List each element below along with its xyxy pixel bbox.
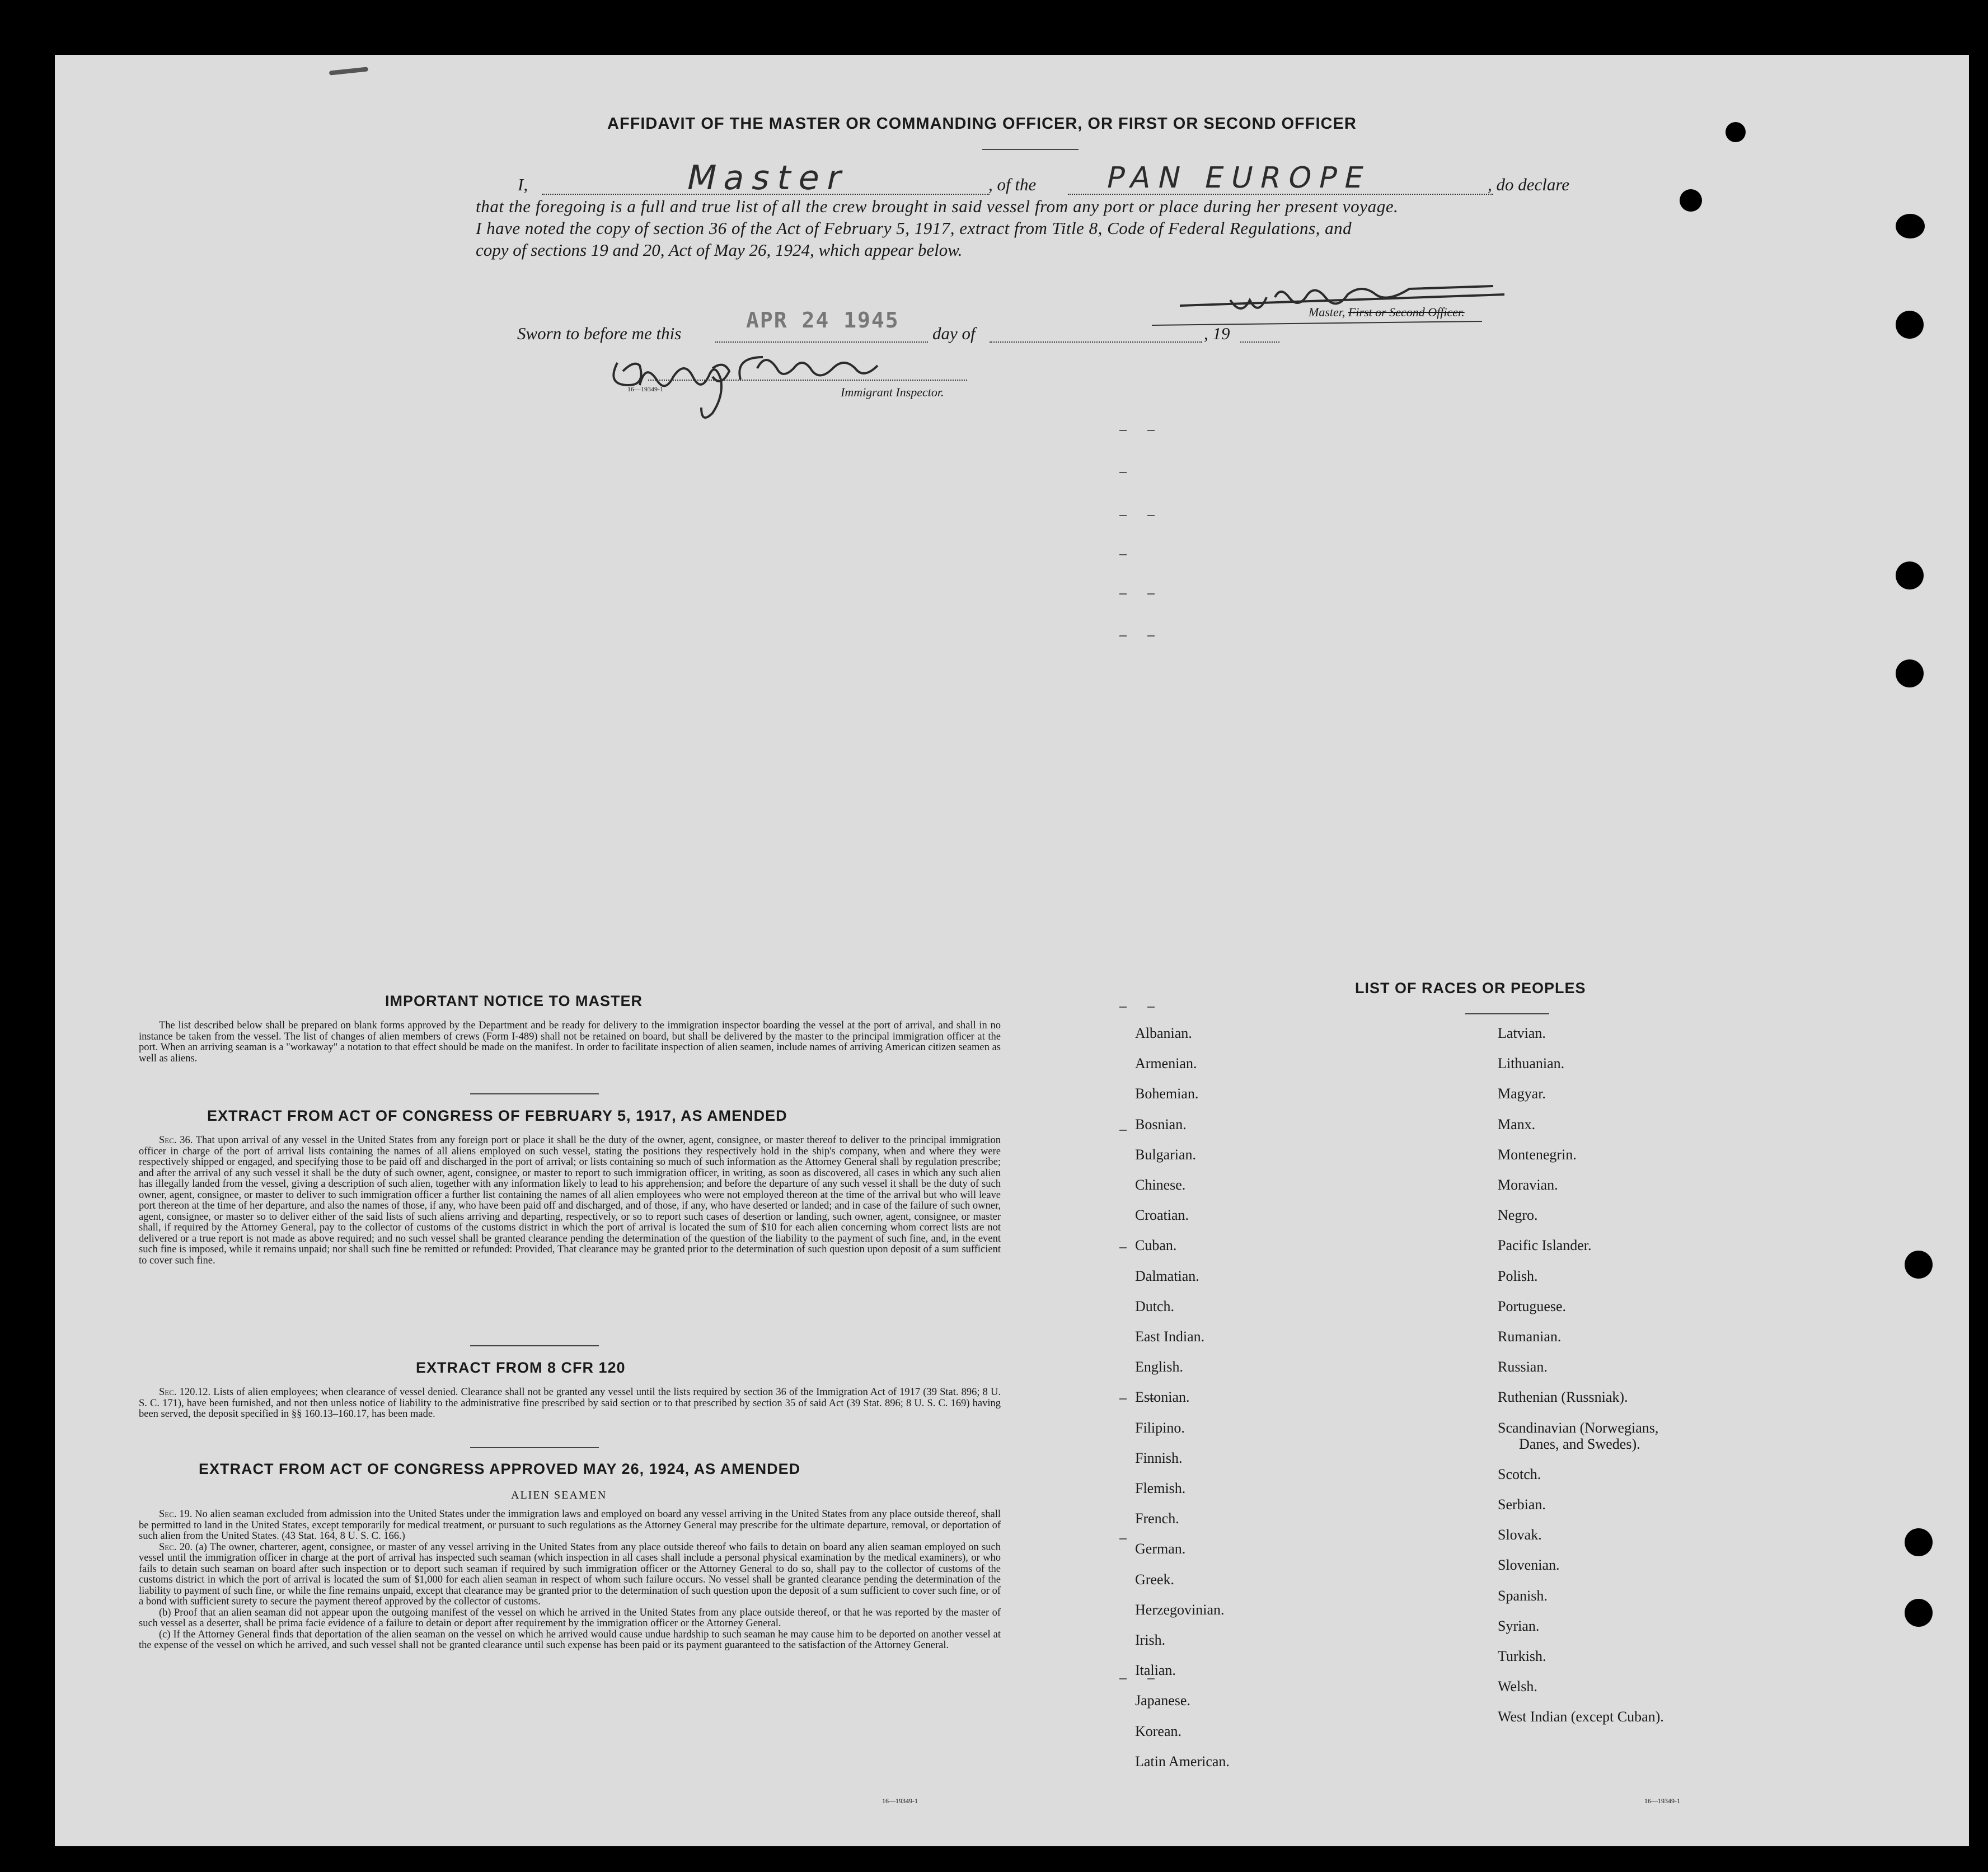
race-item: Bulgarian.	[1135, 1146, 1197, 1163]
race-item: Greek.	[1135, 1571, 1175, 1588]
affidavit-of-the: , of the	[988, 175, 1037, 194]
race-item: Finnish.	[1135, 1449, 1183, 1466]
punch-hole	[1896, 659, 1924, 687]
inspector-line	[648, 380, 967, 381]
race-item: Korean.	[1135, 1723, 1182, 1739]
inspector-caption: Immigrant Inspector.	[841, 385, 944, 399]
affidavit-i: I,	[518, 175, 528, 194]
race-item: Moravian.	[1498, 1177, 1558, 1193]
race-item: Ruthenian (Russniak).	[1498, 1389, 1628, 1406]
sec-19-text: No alien seaman excluded from admission into the United States under the immigration laws and employed on board any vessel arriving in the United States from any place outside thereof, shall be permitted to land in the United States, except temporarily for medical treatment, or pursuant to such regulations as the Attorney General may prescribe for the ultimate departure, removal, or deportation of such alien from the United States. (43 Stat. 164, 8 U. S. C. 166.)	[139, 1509, 1001, 1542]
race-item: Magyar.	[1498, 1085, 1546, 1102]
column-tick	[1119, 1398, 1127, 1400]
sec-120-label: Sec. 120.12.	[159, 1387, 211, 1398]
race-item: Serbian.	[1498, 1496, 1546, 1513]
punch-hole	[1896, 561, 1924, 589]
extract-1917-body	[139, 1135, 1001, 1266]
race-item: Montenegrin.	[1498, 1146, 1577, 1163]
race-item: Filipino.	[1135, 1419, 1185, 1436]
punch-hole	[1905, 1528, 1933, 1556]
race-item: Lithuanian.	[1498, 1055, 1565, 1072]
race-item: Croatian.	[1135, 1207, 1189, 1224]
column-tick	[1119, 1538, 1127, 1539]
affidavit-form-number: 16—19349-1	[627, 385, 663, 393]
column-tick	[1147, 635, 1155, 637]
sec-20-label: Sec. 20.	[159, 1541, 193, 1553]
race-item: Herzegovinian.	[1135, 1601, 1225, 1618]
race-item: Syrian.	[1498, 1617, 1540, 1634]
race-item: Manx.	[1498, 1116, 1536, 1132]
punch-hole	[1680, 189, 1702, 212]
title-divider	[982, 149, 1079, 150]
year-label: , 19	[1204, 324, 1230, 343]
race-item: French.	[1135, 1510, 1179, 1527]
races-divider	[1465, 1013, 1549, 1014]
race-item: Chinese.	[1135, 1177, 1186, 1193]
race-item: Bohemian.	[1135, 1085, 1199, 1102]
race-item: Japanese.	[1135, 1692, 1190, 1709]
column-tick	[1119, 1247, 1127, 1248]
race-item: Irish.	[1135, 1632, 1166, 1648]
extract-cfr-title: EXTRACT FROM 8 CFR 120	[416, 1359, 626, 1376]
sworn-label: Sworn to before me this	[517, 324, 682, 343]
extract-cfr-body	[139, 1387, 1001, 1420]
sec-20a-paragraph	[139, 1542, 1001, 1608]
race-item: Italian.	[1135, 1662, 1176, 1679]
punch-hole	[1896, 311, 1924, 339]
sec-120-text: Lists of alien employees; when clearance of vessel denied. Clearance shall not be granted any vessel until the lists required by section 36 of the Immigration Act of 1917 (39 Stat. 896; 8 U. S. C. 171), have been furnished, and not then unless notice of liability to the administrative fine prescribed by said section or to that prescribed by section 35 of said Act (39 Stat. 896; 8 U. S. C. 169) having been served, the deposit specified in §§ 160.13–160.17, has been made.	[139, 1387, 1001, 1420]
column-tick	[1119, 472, 1127, 473]
document-page	[55, 55, 1969, 1846]
column-tick	[1119, 1007, 1127, 1008]
column-tick	[1119, 1130, 1127, 1131]
master-signature	[1146, 272, 1527, 334]
column-tick	[1147, 1007, 1155, 1008]
column-tick	[1147, 430, 1155, 431]
race-item: West Indian (except Cuban).	[1498, 1709, 1664, 1725]
column-tick	[1119, 593, 1127, 595]
race-item: Danes, and Swedes).	[1519, 1435, 1640, 1452]
date-stamp: APR 24 1945	[746, 308, 899, 333]
race-item: German.	[1135, 1541, 1186, 1557]
affidavit-title: AFFIDAVIT OF THE MASTER OR COMMANDING OFFICER, OR FIRST OR SECOND OFFICER	[607, 115, 1357, 133]
race-item: Latvian.	[1498, 1025, 1546, 1041]
signature-caption	[1309, 305, 1465, 320]
affidavit-do-declare: , do declare	[1488, 175, 1570, 194]
extract-1917-title: EXTRACT FROM ACT OF CONGRESS OF FEBRUARY 5, 1917, AS AMENDED	[207, 1107, 787, 1124]
race-item: Pacific Islander.	[1498, 1237, 1592, 1254]
sec-19-paragraph	[139, 1509, 1001, 1542]
extract-1917-divider	[470, 1345, 599, 1346]
sec-20a-text: (a) The owner, charterer, agent, consignee, or master of any vessel arriving in the United States from any place outside thereof who fails to detain on board any alien seaman employed on such vessel until the immigration officer in charge at the port of arrival has inspected such seaman (which inspection in all cases shall include a personal physical examination by the medical examiners), or who fails to detain such seaman on board after such inspection or to deport such seaman if required by such immigration officer or the Attorney General to do so, shall pay to the collector of customs of the customs district in which the port of arrival is located the sum of $1,000 for each alien seaman in respect of whom such failure occurs. No vessel shall be granted clearance pending the determination of the liability to payment of such fine, or while the fine remains unpaid, except that clearance may be granted prior to the determination of such question upon the deposit of a sum sufficient to cover such fine, or of a bond with sufficient surety to secure the payment thereof approved by the collector of customs.	[139, 1541, 1001, 1607]
race-item: Flemish.	[1135, 1480, 1186, 1496]
column-tick	[1119, 1678, 1127, 1679]
sec-36-text: That upon arrival of any vessel in the United States from any foreign port or place it shall be the duty of the owner, agent, consignee, or master thereof to deliver to the principal immigration officer in charge of the port of arrival lists containing the names of all aliens employed on such vessel, stating the positions they respectively hold in the ship's company, when and where they were respectively shipped or engaged, and specifying those to be paid off and discharged in the port of arrival; or lists containing so much of such information as the Attorney General shall by regulation prescribe; and after the arrival of any such vessel it shall be the duty of such owner, agent, consignee, or master to report to such immigration officer, in writing, as soon as discovered, all cases in which any such alien has illegally landed from the vessel, giving a description of such alien, together with any information likely to lead to his apprehension; and before the departure of any such vessel it shall be the duty of such owner, agent, consignee, or master to deliver to such immigration officer a further list containing the names of all alien employees who were not employed thereon at the time of the arrival but who will leave port thereon at the time of her departure, and also the names of those, if any, who have been paid off and discharged, and of those, if any, who have deserted or landed; and in case of the failure of such owner, agent, consignee, or master so to deliver either of the said lists of such aliens arriving and departing, respectively, or so to report such cases of desertion or landing, such owner, agent, consignee, or master shall, if required by the Attorney General, pay to the collector of customs of the customs district in which the port of arrival is located the sum of $10 for each alien concerning whom correct lists are not delivered or a true report is not made as above required; and no such vessel shall be granted clearance pending the determination of the question of the liability to the payment of such fine, and, in the event such fine is imposed, while it remains unpaid; nor shall such fine be remitted or refunded: Provided, That clearance may be granted prior to the determination of such question upon deposit of a sum sufficient to cover such fine.	[139, 1135, 1001, 1266]
races-title: LIST OF RACES OR PEOPLES	[1355, 980, 1586, 996]
sec-20c-paragraph: (c) If the Attorney General finds that deportation of the alien seaman on the vessel on which he arrived would cause undue hardship to such seaman he may cause him to be deported on another vessel at the expense of the vessel on which he arrived, and such vessel shall not be granted clearance until such expense has been paid or its payment guaranteed to the satisfaction of the Attorney General.	[139, 1628, 1001, 1651]
race-item: Rumanian.	[1498, 1328, 1562, 1345]
signature-caption-struck: First or Second Officer.	[1348, 305, 1465, 319]
column-tick	[1119, 430, 1127, 431]
race-item: Estonian.	[1135, 1389, 1190, 1406]
race-item: Portuguese.	[1498, 1298, 1567, 1314]
rank-handwritten: Master	[683, 158, 854, 198]
sec-36-label: Sec. 36.	[159, 1135, 193, 1146]
year-line	[1240, 341, 1279, 343]
sec-20b-paragraph: (b) Proof that an alien seaman did not appear upon the outgoing manifest of the vessel on which he arrived in the United States from any place outside thereof, or that he was reported by the master of such vessel as a deserter, shall be prima facie evidence of a failure to detain or deport after requirement by the immigration officer or the Attorney General.	[139, 1607, 1001, 1629]
race-item: Spanish.	[1498, 1587, 1548, 1604]
race-item: Armenian.	[1135, 1055, 1197, 1072]
vessel-handwritten: PAN EUROPE	[1103, 161, 1375, 195]
punch-hole	[1896, 214, 1925, 238]
extract-1924-title: EXTRACT FROM ACT OF CONGRESS APPROVED MAY 26, 1924, AS AMENDED	[199, 1461, 801, 1477]
column-tick	[1147, 593, 1155, 595]
race-item: Negro.	[1498, 1207, 1538, 1224]
column-tick	[1119, 635, 1127, 637]
race-item: Polish.	[1498, 1267, 1538, 1284]
affidavit-body-line3: I have noted the copy of section 36 of the Act of February 5, 1917, extract from Title 8, Code of Federal Regulations, and	[476, 218, 1352, 238]
race-item: Bosnian.	[1135, 1116, 1187, 1132]
column-tick	[1119, 515, 1127, 516]
signature-caption-master: Master,	[1309, 305, 1345, 319]
notice-title: IMPORTANT NOTICE TO MASTER	[385, 993, 643, 1009]
month-line	[990, 341, 1202, 343]
affidavit-body-line2: that the foregoing is a full and true list of all the crew brought in said vessel from any port or place during her present voyage.	[476, 196, 1399, 216]
race-item: Dalmatian.	[1135, 1267, 1199, 1284]
race-item: Latin American.	[1135, 1753, 1230, 1770]
day-of-label: day of	[932, 324, 976, 343]
punch-hole	[1726, 122, 1746, 142]
affidavit-body-line4: copy of sections 19 and 20, Act of May 26, 1924, which appear below.	[476, 240, 963, 260]
column-tick	[1147, 515, 1155, 516]
race-item: Albanian.	[1135, 1025, 1192, 1041]
punch-hole	[1905, 1599, 1933, 1627]
race-item: Slovak.	[1498, 1527, 1542, 1543]
punch-hole	[1905, 1251, 1933, 1279]
sec-19-label: Sec. 19.	[159, 1509, 193, 1520]
extract-cfr-divider	[470, 1447, 599, 1448]
race-item: Scotch.	[1498, 1466, 1541, 1482]
extract-1924-body	[139, 1509, 1001, 1651]
notice-body: The list described below shall be prepared on blank forms approved by the Department and be ready for delivery to the immigration inspector boarding the vessel at the port of arrival, and shall in no instance be taken from the vessel. The list of changes of alien members of crews (Form I-489) shall not be retained on board, but shall be delivered by the master to the principal immigration officer at the port. When an arriving seaman is a "workaway" a notation to that effect should be made on the manifest. In order to facilitate inspection of alien seamen, include names of arriving American citizen seamen as well as aliens.	[139, 1020, 1001, 1064]
pencil-mark	[329, 67, 368, 75]
extract-form-number: 16—19349-1	[882, 1797, 918, 1805]
race-item: Slovenian.	[1498, 1557, 1560, 1574]
column-tick	[1119, 554, 1127, 555]
race-item: Welsh.	[1498, 1678, 1537, 1695]
race-item: Cuban.	[1135, 1237, 1177, 1254]
races-form-number: 16—19349-1	[1644, 1797, 1680, 1805]
sworn-date-line	[715, 341, 928, 343]
notice-divider	[470, 1093, 599, 1094]
race-item: Dutch.	[1135, 1298, 1175, 1314]
race-item: Russian.	[1498, 1359, 1548, 1375]
race-item: English.	[1135, 1359, 1183, 1375]
race-item: Turkish.	[1498, 1648, 1546, 1664]
race-item: East Indian.	[1135, 1328, 1205, 1345]
extract-1924-subtitle: ALIEN SEAMEN	[511, 1489, 607, 1501]
race-item: Scandinavian (Norwegians,	[1498, 1419, 1659, 1436]
